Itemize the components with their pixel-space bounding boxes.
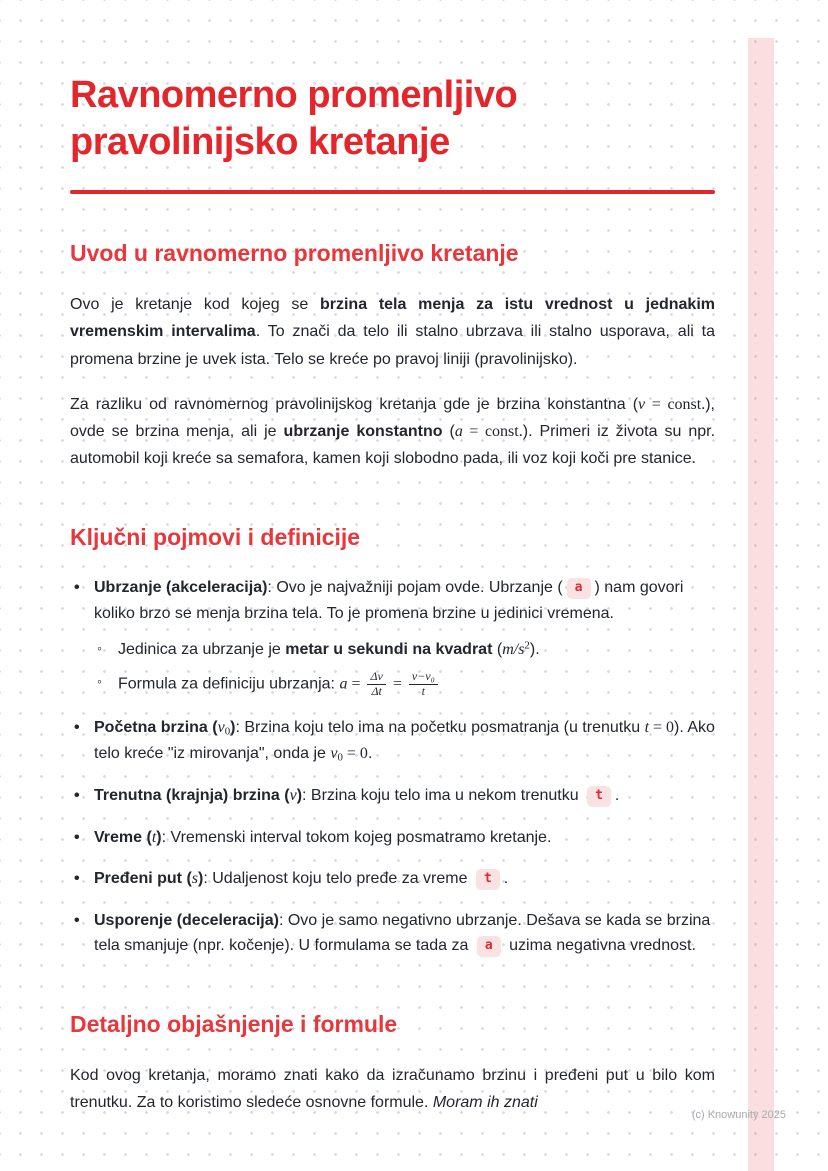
title-divider (70, 190, 715, 194)
paragraph: Kod ovog kretanja, moramo znati kako da izračunamo brzinu i pređeni put u bilo kom trenutku. Za to koristimo sledeće osnovne formule. Moram ih znati (70, 1066, 715, 1112)
list-item-text: • Vreme (t): Vremenski interval tokom kojeg posmatramo kretanje. (94, 828, 552, 846)
list-item-text: • Pređeni put (s): Udaljenost koju telo pređe za vreme t . (94, 870, 509, 888)
sub-list-item-text: ◦ Formula za definiciju ubrzanja: a = $\frac{\Delta v}{\Delta t}$ = $\frac{\text{v−v₀}}{t}$ (118, 670, 715, 699)
list-item-text: • Usporenje (deceleracija): Ovo je samo negativno ubrzanje. Dešava se kada se brzina tela smanjuje (npr. kočenje). U formulama se tada za a uzima negativna vrednost. (94, 911, 711, 955)
inline-fraction: $\frac{\text{v−v₀}}{t}$ (409, 670, 438, 699)
section-uvod (70, 240, 715, 472)
list-item (70, 715, 715, 767)
section-heading-uvod: Uvod u ravnomerno promenljivo kretanje (70, 240, 519, 267)
sub-list-item (94, 670, 715, 699)
paragraph: Za razliku od ravnomernog pravolinijskog kretanja gde je brzina konstantna (v = const.), ovde se brzina menja, ali je ubrzanje konstantno (a = const.). Primeri iz života su npr. automobil koji kreće sa semafora, kamen koji slobodno pada, ili voz koji koči pre stanice. (70, 395, 716, 468)
page-title: Ravnomerno promenljivo pravolinijsko kretanje (70, 74, 518, 164)
sub-list (94, 637, 715, 699)
copyright-footer: (c) Knowunity 2025 (691, 1109, 786, 1121)
list-item (70, 783, 715, 809)
list-item-text: • Trenutna (krajnja) brzina (v): Brzina koju telo ima u nekom trenutku t . (94, 786, 620, 804)
list-item (70, 908, 715, 959)
list-item (70, 575, 715, 698)
section-heading-formule: Detaljno objašnjenje i formule (70, 1010, 398, 1037)
section-kljucni-pojmovi (70, 524, 715, 959)
paragraph: Ovo je kretanje kod kojeg se brzina tela menja za istu vrednost u jednakim vremenskim intervalima. To znači da telo ili stalno ubrzava ili stalno usporava, ali ta promena brzine je uvek ista. Telo se kreće po pravoj liniji (pravolinijsko). (70, 296, 715, 368)
list-item-text: • Ubrzanje (akceleracija): Ovo je najvažniji pojam ovde. Ubrzanje ( a ) nam govori koliko brzo se menja brzina tela. To je promena brzine u jedinici vremena. (94, 579, 684, 622)
sub-list-item-text: ◦ Jedinica za ubrzanje je metar u sekundi na kvadrat $(m/s^2)$. (118, 639, 540, 658)
list-item (70, 866, 715, 892)
inline-code-badge: t (476, 869, 500, 889)
section-detaljno (70, 1011, 715, 1116)
inline-code-badge: a (567, 578, 591, 598)
inline-fraction: $\frac{\Delta v}{\Delta t}$ (367, 670, 385, 699)
inline-code-badge: t (587, 786, 611, 806)
page-accent-strip (748, 38, 774, 1171)
section-heading-pojmovi: Ključni pojmovi i definicije (70, 524, 361, 551)
list-item (70, 825, 715, 851)
key-terms-list (70, 575, 715, 959)
inline-code-badge: a (477, 936, 501, 956)
list-item-text: • Početna brzina (v0): Brzina koju telo ima na početku posmatranja (u trenutku t = 0). Ako telo kreće "iz mirovanja", onda je v0 = 0. (94, 718, 715, 764)
sub-list-item (94, 637, 715, 663)
